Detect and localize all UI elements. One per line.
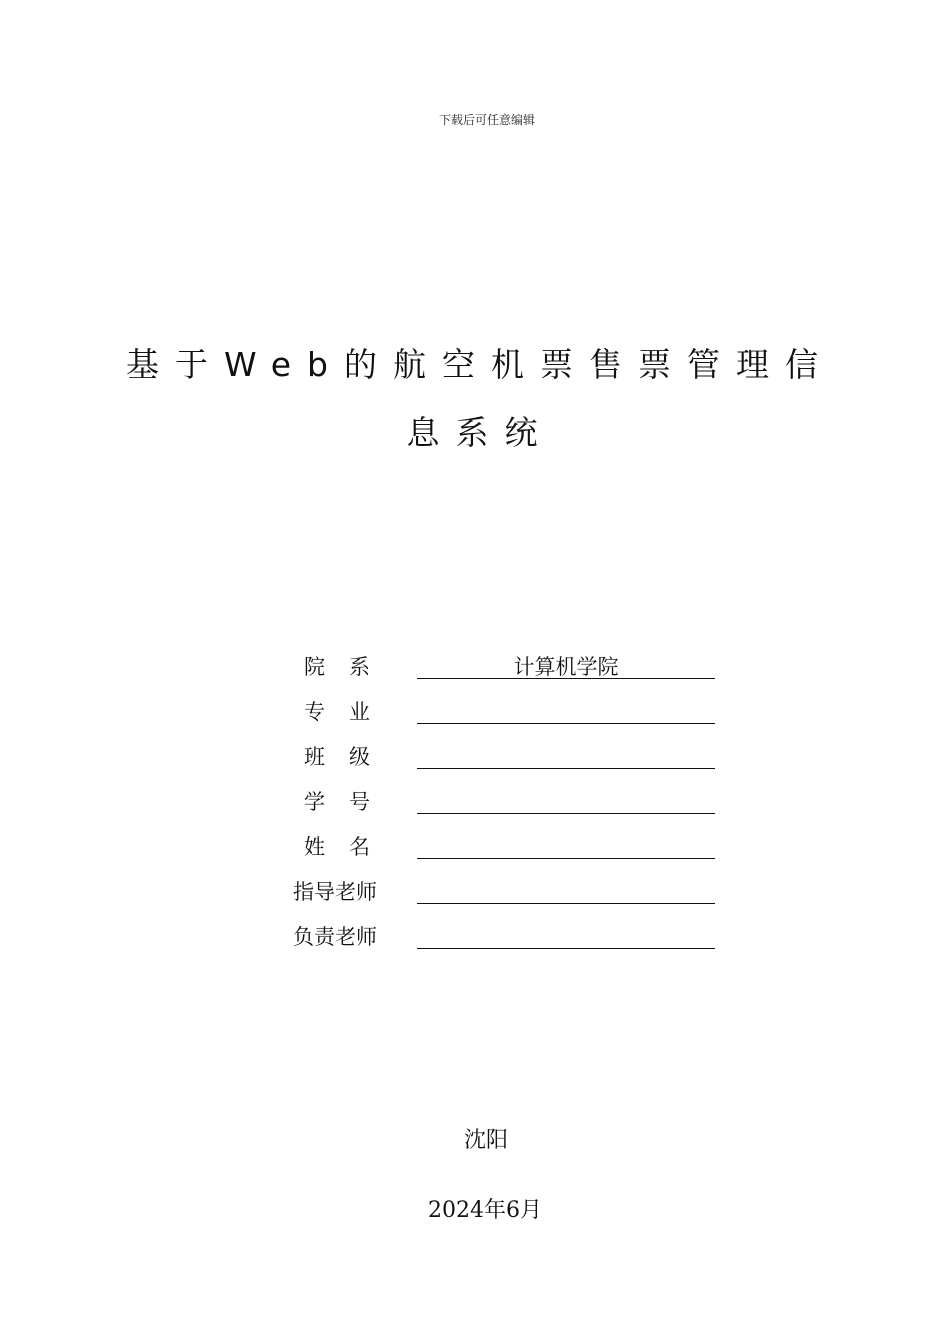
- form-field-class: [417, 740, 715, 769]
- form-label-department: 院系: [304, 655, 394, 679]
- form-field-student-id: [417, 785, 715, 814]
- form-label-name: 姓名: [304, 835, 394, 859]
- form-row-class: [0, 740, 950, 776]
- form-row-student-id: [0, 785, 950, 821]
- form-row-advisor: [0, 875, 950, 911]
- submission-date: 2024年6月: [428, 1198, 542, 1223]
- form-label-advisor: 指导老师: [293, 880, 377, 904]
- form-label-student-id: 学号: [304, 790, 394, 814]
- document-title-line-2: 息系统: [406, 413, 554, 452]
- form-field-supervisor: [417, 920, 715, 949]
- form-row-supervisor: [0, 920, 950, 956]
- form-label-class: 班级: [304, 745, 394, 769]
- form-field-department: [417, 650, 715, 679]
- document-title-line-1: 基于Web的航空机票售票管理信: [126, 345, 834, 384]
- form-label-supervisor: 负责老师: [293, 925, 377, 949]
- form-value-department: 计算机学院: [513, 655, 619, 679]
- form-label-major: 专业: [304, 700, 394, 724]
- form-field-name: [417, 830, 715, 859]
- form-row-name: [0, 830, 950, 866]
- form-field-advisor: [417, 875, 715, 904]
- form-row-major: [0, 695, 950, 731]
- header-note: 下载后可任意编辑: [438, 113, 535, 127]
- form-row-department: [0, 650, 950, 686]
- form-field-major: [417, 695, 715, 724]
- city-name: 沈阳: [463, 1128, 508, 1153]
